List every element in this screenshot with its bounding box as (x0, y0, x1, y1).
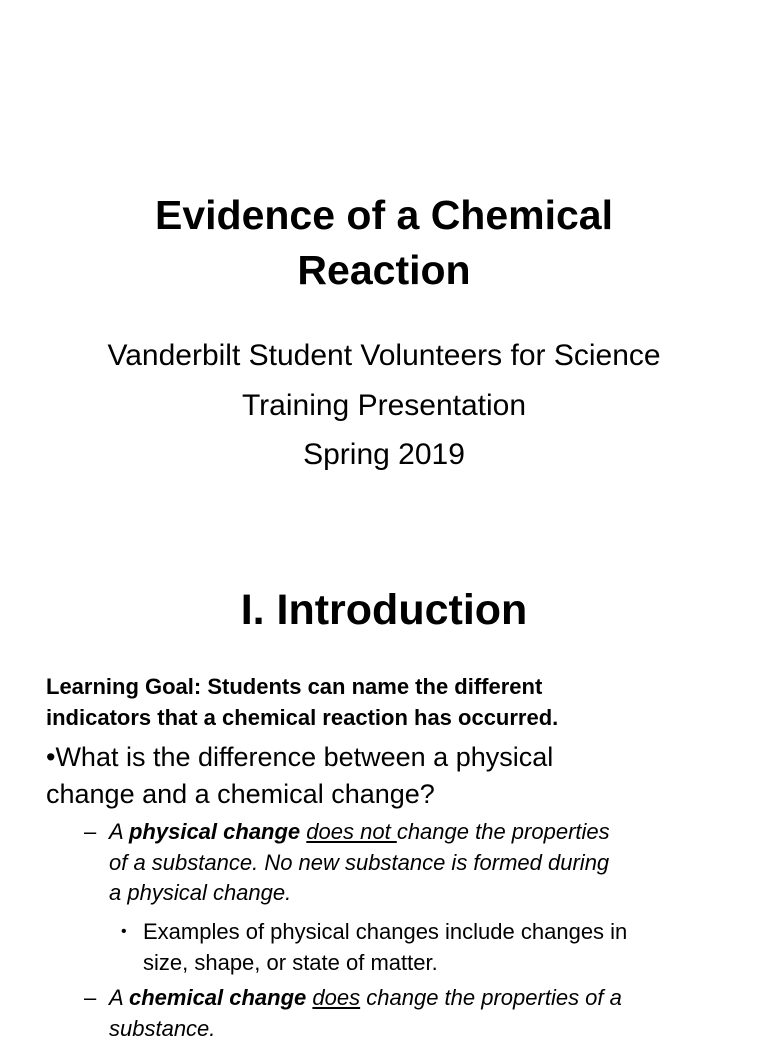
physical-change-line-1 (109, 817, 724, 848)
bullet-marker: • (46, 742, 55, 772)
question-bullet (46, 739, 726, 813)
physical-change-rest: change the properties (397, 819, 610, 844)
bullet-dot: • (121, 916, 127, 947)
presentation-subtitle (0, 331, 768, 480)
chemical-change-bullet (84, 983, 724, 1044)
slide-introduction (0, 520, 768, 1024)
examples-line-2: size, shape, or state of matter. (143, 947, 721, 978)
chemical-change-term: chemical change (129, 985, 306, 1010)
physical-change-line-2: of a substance. No new substance is formed during (109, 848, 724, 879)
dash-marker: – (84, 817, 96, 848)
learning-goal (46, 671, 726, 733)
does-emphasis: does (312, 985, 360, 1010)
question-text-1: What is the difference between a physical (55, 742, 553, 772)
title-line-2: Reaction (0, 243, 768, 298)
chemical-change-line-2: substance. (109, 1014, 724, 1044)
chemical-change-line-1 (109, 983, 724, 1014)
physical-change-term: physical change (129, 819, 300, 844)
question-line-1 (46, 739, 726, 776)
dash-marker: – (84, 983, 96, 1014)
chemical-change-rest: change the properties of a (360, 985, 622, 1010)
subtitle-type: Training Presentation (0, 381, 768, 431)
learning-goal-line-2: indicators that a chemical reaction has occurred. (46, 702, 726, 733)
does-not-emphasis: does not (306, 819, 397, 844)
prefix: A (109, 985, 129, 1010)
question-text-2: change and a chemical change? (46, 776, 726, 813)
chemical-change-text (109, 983, 724, 1044)
physical-change-examples (121, 916, 721, 978)
learning-goal-line-1: Learning Goal: Students can name the different (46, 671, 726, 702)
examples-text (143, 916, 721, 978)
physical-change-bullet (84, 817, 724, 909)
examples-line-1: Examples of physical changes include changes in (143, 916, 721, 947)
slide-title (0, 0, 768, 520)
physical-change-text (109, 817, 724, 909)
subtitle-organization: Vanderbilt Student Volunteers for Science (0, 331, 768, 381)
presentation-title (0, 188, 768, 298)
title-line-1: Evidence of a Chemical (0, 188, 768, 243)
section-title: I. Introduction (0, 582, 768, 638)
prefix: A (109, 819, 129, 844)
physical-change-line-3: a physical change. (109, 878, 724, 909)
subtitle-term: Spring 2019 (0, 430, 768, 480)
